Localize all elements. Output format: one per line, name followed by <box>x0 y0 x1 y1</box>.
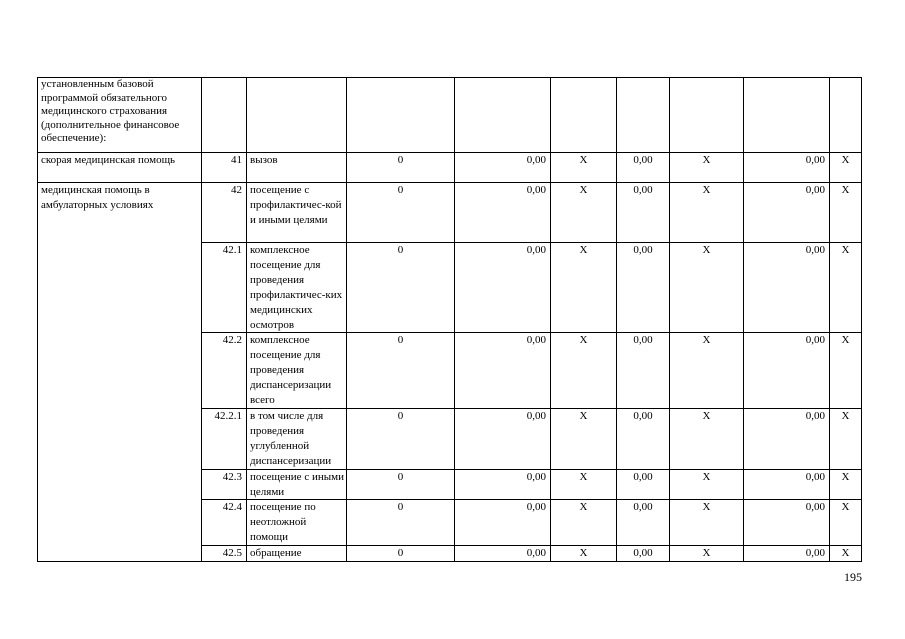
value-cell: 0,00 <box>617 243 670 333</box>
value-cell: 0,00 <box>455 546 551 562</box>
value-cell: Х <box>830 183 862 243</box>
value-cell: Х <box>551 408 617 469</box>
value-cell: Х <box>670 243 744 333</box>
value-cell: Х <box>670 153 744 183</box>
row-number: 42.2.1 <box>202 408 247 469</box>
table-row <box>38 183 862 243</box>
row-number: 42.4 <box>202 500 247 546</box>
unit-cell: комплексное посещение для проведения профилактичес-ких медицинских осмотров <box>247 243 347 333</box>
value-cell: 0,00 <box>744 469 830 500</box>
unit-cell: обращение <box>247 546 347 562</box>
value-cell: Х <box>551 243 617 333</box>
value-cell: Х <box>830 546 862 562</box>
data-table <box>37 77 862 562</box>
value-cell: 0 <box>347 469 455 500</box>
value-cell: Х <box>830 243 862 333</box>
unit-cell: вызов <box>247 153 347 183</box>
row-label: медицинская помощь в амбулаторных условиях <box>38 183 202 562</box>
unit-cell: посещение по неотложной помощи <box>247 500 347 546</box>
value-cell: 0,00 <box>744 243 830 333</box>
row-number: 42.5 <box>202 546 247 562</box>
value-cell: Х <box>830 153 862 183</box>
value-cell: 0,00 <box>744 333 830 409</box>
value-cell: Х <box>670 500 744 546</box>
unit-cell: посещение с иными целями <box>247 469 347 500</box>
value-cell: Х <box>670 546 744 562</box>
value-cell: Х <box>551 500 617 546</box>
value-cell: Х <box>551 153 617 183</box>
value-cell: 0,00 <box>617 333 670 409</box>
value-cell: Х <box>670 408 744 469</box>
value-cell: 0,00 <box>744 546 830 562</box>
table-row <box>38 153 862 183</box>
value-cell: Х <box>551 546 617 562</box>
value-cell: 0,00 <box>617 469 670 500</box>
value-cell: Х <box>830 408 862 469</box>
value-cell: 0,00 <box>455 408 551 469</box>
value-cell: Х <box>551 333 617 409</box>
value-cell: 0,00 <box>455 333 551 409</box>
value-cell: 0,00 <box>455 183 551 243</box>
table-row <box>38 78 862 153</box>
value-cell: 0 <box>347 500 455 546</box>
page-number: 195 <box>844 570 862 584</box>
row-number: 42.3 <box>202 469 247 500</box>
value-cell: 0,00 <box>744 183 830 243</box>
value-cell: 0,00 <box>617 153 670 183</box>
value-cell: 0 <box>347 153 455 183</box>
value-cell: 0,00 <box>455 500 551 546</box>
value-cell: Х <box>830 500 862 546</box>
value-cell: 0,00 <box>617 183 670 243</box>
unit-cell: посещение с профилактичес-кой и иными целями <box>247 183 347 243</box>
value-cell: 0,00 <box>455 243 551 333</box>
unit-cell: комплексное посещение для проведения диспансеризации всего <box>247 333 347 409</box>
value-cell: Х <box>670 183 744 243</box>
value-cell: 0 <box>347 183 455 243</box>
value-cell: 0 <box>347 408 455 469</box>
unit-cell: в том числе для проведения углубленной диспансеризации <box>247 408 347 469</box>
value-cell: 0,00 <box>455 469 551 500</box>
value-cell: Х <box>670 333 744 409</box>
row-number: 42.2 <box>202 333 247 409</box>
value-cell: 0,00 <box>744 500 830 546</box>
value-cell: Х <box>551 469 617 500</box>
value-cell: Х <box>670 469 744 500</box>
row-number: 42.1 <box>202 243 247 333</box>
value-cell: 0 <box>347 243 455 333</box>
value-cell: 0 <box>347 333 455 409</box>
value-cell: 0,00 <box>617 408 670 469</box>
value-cell: 0,00 <box>617 546 670 562</box>
row-number: 42 <box>202 183 247 243</box>
value-cell: Х <box>830 469 862 500</box>
row-label: установленным базовой программой обязательного медицинского страхования (дополнительное финансовое обеспечение): <box>38 78 202 153</box>
value-cell: Х <box>830 333 862 409</box>
value-cell: 0 <box>347 546 455 562</box>
value-cell: 0,00 <box>455 153 551 183</box>
value-cell: Х <box>551 183 617 243</box>
value-cell: 0,00 <box>744 408 830 469</box>
value-cell: 0,00 <box>744 153 830 183</box>
row-label: скорая медицинская помощь <box>38 153 202 183</box>
row-number: 41 <box>202 153 247 183</box>
value-cell: 0,00 <box>617 500 670 546</box>
